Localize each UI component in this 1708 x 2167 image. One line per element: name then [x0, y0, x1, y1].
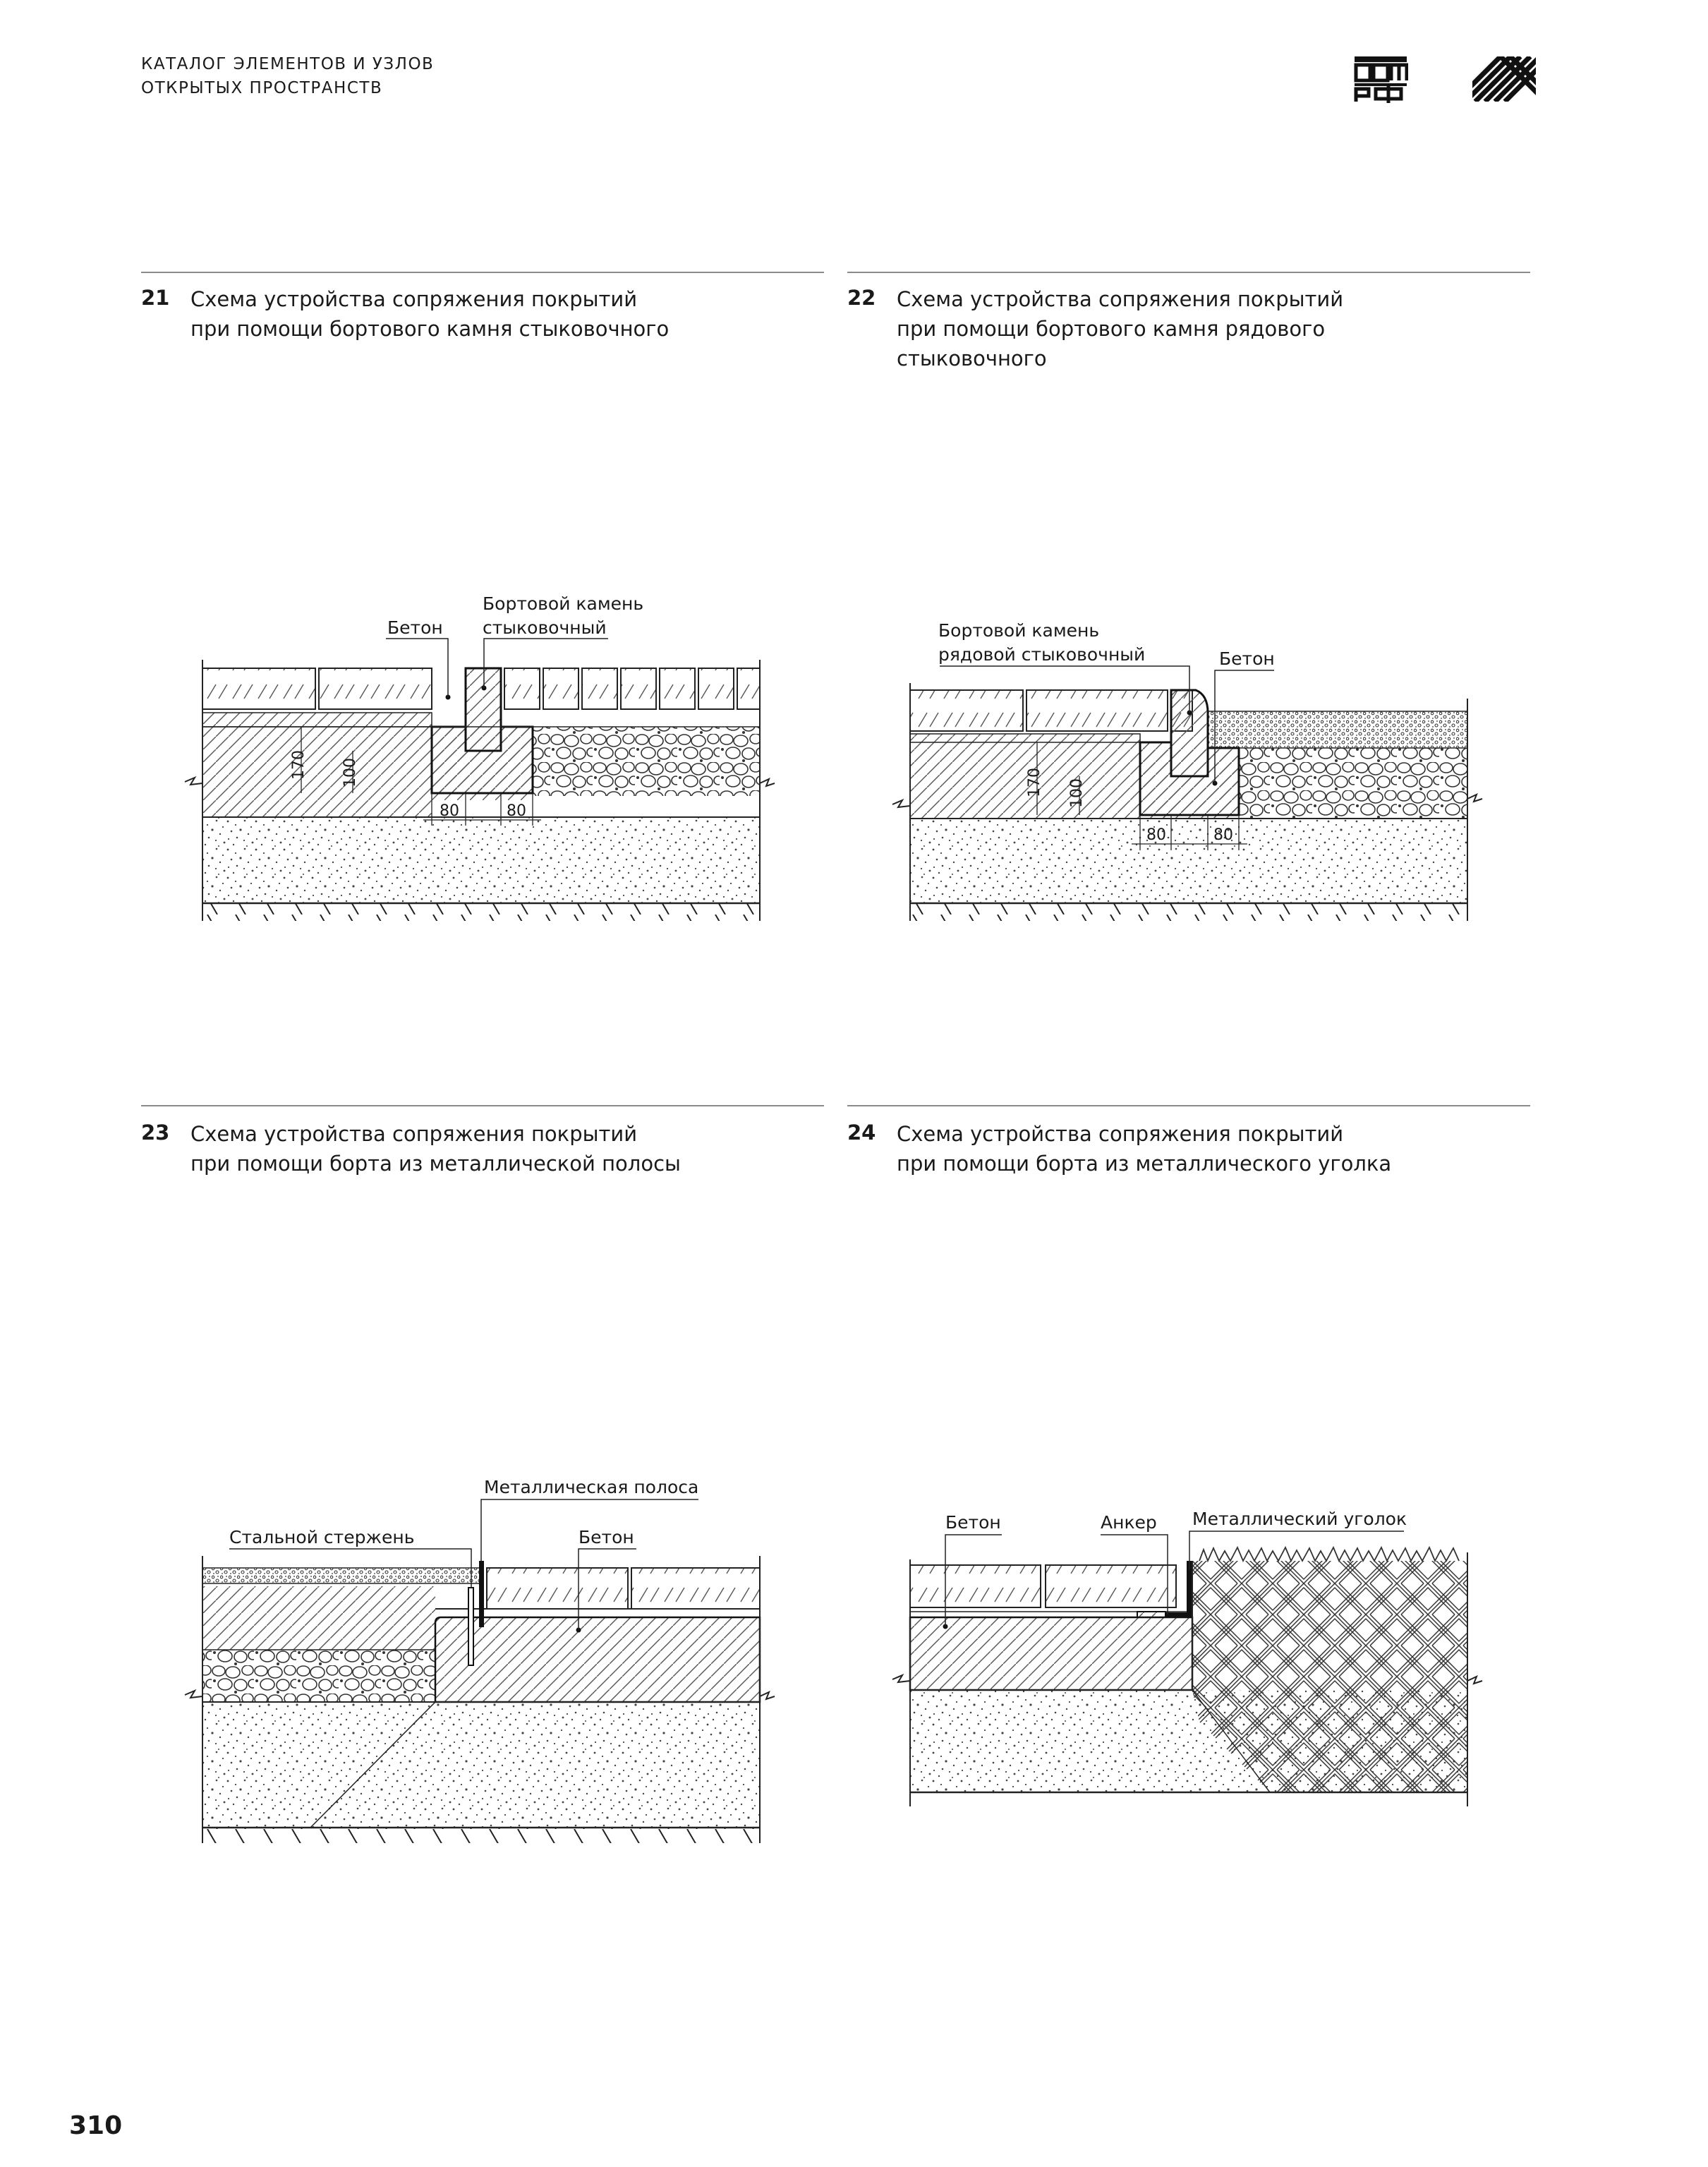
- label-21-concrete: Бетон: [387, 617, 443, 638]
- dim-22-170: 170: [1026, 768, 1043, 797]
- dim-22-80-a: 80: [1146, 826, 1166, 844]
- label-23-strip: Металлическая полоса: [484, 1477, 699, 1497]
- section-21-title-line-1: Схема устройства сопряжения покрытий: [190, 287, 638, 311]
- dim-22-80-b: 80: [1213, 826, 1233, 844]
- label-24-anchor: Анкер: [1101, 1512, 1157, 1533]
- label-24-concrete: Бетон: [945, 1512, 1001, 1533]
- section-22-number: 22: [847, 286, 876, 310]
- label-21-curb-line-2: стыковочный: [483, 617, 607, 638]
- drawing-24: [892, 1509, 1482, 1806]
- section-21-title-line-2: при помощи бортового камня стыковочного: [190, 317, 670, 341]
- header-line-1: КАТАЛОГ ЭЛЕМЕНТОВ И УЗЛОВ: [141, 55, 435, 73]
- label-23-concrete: Бетон: [579, 1527, 634, 1547]
- header-line-2: ОТКРЫТЫХ ПРОСТРАНСТВ: [141, 79, 383, 97]
- drawing-21: [185, 593, 775, 921]
- section-23-number: 23: [141, 1121, 170, 1145]
- dim-21-170: 170: [290, 750, 308, 780]
- section-22-title-line-2: при помощи бортового камня рядового: [897, 317, 1326, 341]
- section-23-title-line-1: Схема устройства сопряжения покрытий: [190, 1122, 638, 1146]
- dim-21-100: 100: [341, 758, 359, 787]
- section-23-title-line-2: при помощи борта из металлической полосы: [190, 1152, 681, 1176]
- label-21-curb-line-1: Бортовой камень: [483, 593, 644, 614]
- dim-21-80-a: 80: [440, 802, 459, 820]
- section-24-title-line-2: при помощи борта из металлического уголка: [897, 1152, 1392, 1176]
- label-22-curb-line-1: Бортовой камень: [938, 620, 1100, 641]
- page-number: 310: [69, 2111, 123, 2140]
- section-24-title-line-1: Схема устройства сопряжения покрытий: [897, 1122, 1344, 1146]
- section-24-number: 24: [847, 1121, 876, 1145]
- section-21-number: 21: [141, 286, 170, 310]
- section-22-title-line-3: стыковочного: [897, 346, 1047, 370]
- drawing-22: [892, 620, 1482, 921]
- drawing-23: [185, 1477, 775, 1843]
- section-22-title-line-1: Схема устройства сопряжения покрытий: [897, 287, 1344, 311]
- label-22-curb-line-2: рядовой стыковочный: [938, 644, 1146, 665]
- label-24-angle: Металлический уголок: [1192, 1509, 1407, 1529]
- label-23-rod: Стальной стержень: [229, 1527, 415, 1547]
- label-22-concrete: Бетон: [1219, 648, 1275, 669]
- dim-21-80-b: 80: [507, 802, 526, 820]
- dim-22-100: 100: [1068, 778, 1086, 808]
